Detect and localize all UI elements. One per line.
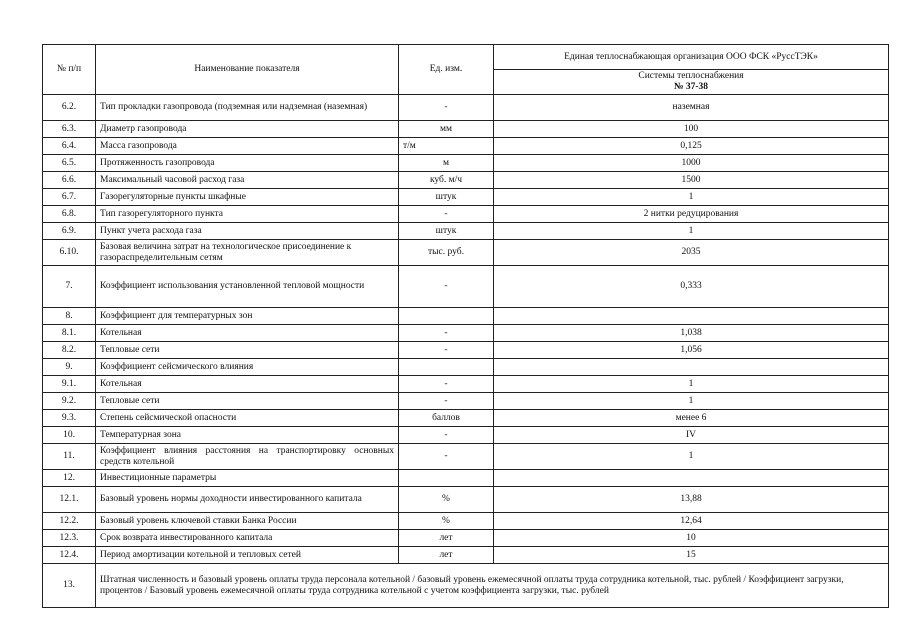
indicator-name: Инвестиционные параметры (96, 470, 399, 487)
indicator-unit: - (399, 266, 494, 308)
row-number: 8.2. (43, 342, 96, 359)
table-row (43, 121, 889, 138)
indicator-name: Тип прокладки газопровода (подземная или надземная (наземная) (96, 95, 399, 121)
indicator-unit: штук (399, 223, 494, 240)
indicator-unit: лет (399, 530, 494, 547)
indicator-unit (399, 470, 494, 487)
indicator-unit: куб. м/ч (399, 172, 494, 189)
indicator-value: 1,038 (494, 325, 889, 342)
row-number: 11. (43, 444, 96, 470)
table-row (43, 206, 889, 223)
row-number: 12.1. (43, 487, 96, 513)
row-number: 9.2. (43, 393, 96, 410)
row-number: 6.4. (43, 138, 96, 155)
table-row (43, 172, 889, 189)
indicator-unit: лет (399, 547, 494, 564)
row-number: 6.5. (43, 155, 96, 172)
row-number: 12.3. (43, 530, 96, 547)
table-row (43, 547, 889, 564)
indicator-unit: штук (399, 189, 494, 206)
row-number: 6.3. (43, 121, 96, 138)
indicator-value: 0,333 (494, 266, 889, 308)
row-number: 6.9. (43, 223, 96, 240)
indicator-name: Тепловые сети (96, 393, 399, 410)
indicator-value: 10 (494, 530, 889, 547)
row-number: 6.7. (43, 189, 96, 206)
indicator-unit: т/м (399, 138, 494, 155)
table-row (43, 95, 889, 121)
indicator-value: 13,88 (494, 487, 889, 513)
table-row (43, 240, 889, 266)
indicator-name: Коэффициент сейсмического влияния (96, 359, 399, 376)
table-row (43, 393, 889, 410)
table-row (43, 444, 889, 470)
table-row (43, 427, 889, 444)
indicator-value: менее 6 (494, 410, 889, 427)
table-row (43, 325, 889, 342)
row-number: 8. (43, 308, 96, 325)
indicator-name: Коэффициент использования установленной тепловой мощности (96, 266, 399, 308)
table-row (43, 266, 889, 308)
indicator-unit: - (399, 342, 494, 359)
staffing-parameters-heading: Штатная численность и базовый уровень оплаты труда персонала котельной / базовый уровень ежемесячной оплаты труда сотрудника котельной, тыс. рублей / Коэффициент загрузки, процентов / Базовый уровень ежемесячной оплаты труда сотрудника котельной с учетом коэффициента загрузки, тыс. рублей (96, 564, 889, 608)
indicator-value: 1500 (494, 172, 889, 189)
row-number: 13. (43, 564, 96, 608)
indicator-value: наземная (494, 95, 889, 121)
header-systems-label: Системы теплоснабжения (638, 71, 744, 81)
indicator-unit: - (399, 376, 494, 393)
indicator-unit: мм (399, 121, 494, 138)
indicator-name: Срок возврата инвестированного капитала (96, 530, 399, 547)
indicator-unit: м (399, 155, 494, 172)
indicator-value: 2 нитки редуцирования (494, 206, 889, 223)
indicator-value: 1 (494, 189, 889, 206)
row-number: 6.2. (43, 95, 96, 121)
row-number: 12.4. (43, 547, 96, 564)
table-row (43, 470, 889, 487)
indicator-value: IV (494, 427, 889, 444)
indicator-unit: - (399, 325, 494, 342)
indicator-unit: - (399, 427, 494, 444)
indicators-table (42, 44, 889, 608)
table-body (43, 95, 889, 608)
row-number: 6.10. (43, 240, 96, 266)
indicator-name: Газорегуляторные пункты шкафные (96, 189, 399, 206)
table-row (43, 359, 889, 376)
indicator-name: Период амортизации котельной и тепловых сетей (96, 547, 399, 564)
table-row (43, 410, 889, 427)
table-row (43, 487, 889, 513)
table-row (43, 513, 889, 530)
indicator-value (494, 470, 889, 487)
indicator-unit: баллов (399, 410, 494, 427)
row-number: 12. (43, 470, 96, 487)
table-row (43, 342, 889, 359)
header-col-name: Наименование показателя (96, 45, 399, 95)
indicator-value: 100 (494, 121, 889, 138)
indicator-name: Базовый уровень нормы доходности инвестированного капитала (96, 487, 399, 513)
indicator-value: 12,64 (494, 513, 889, 530)
table-row (43, 189, 889, 206)
indicator-value: 1 (494, 393, 889, 410)
indicator-name: Коэффициент влияния расстояния на транспортировку основных средств котельной (96, 444, 399, 470)
row-number: 12.2. (43, 513, 96, 530)
indicator-name: Степень сейсмической опасности (96, 410, 399, 427)
indicator-value (494, 308, 889, 325)
table-row (43, 138, 889, 155)
indicator-unit: - (399, 393, 494, 410)
table-row (43, 223, 889, 240)
indicator-name: Температурная зона (96, 427, 399, 444)
indicator-name: Котельная (96, 376, 399, 393)
indicator-unit (399, 359, 494, 376)
indicator-unit: % (399, 513, 494, 530)
row-number: 7. (43, 266, 96, 308)
indicator-unit: - (399, 95, 494, 121)
indicator-value: 1 (494, 444, 889, 470)
indicator-unit (399, 308, 494, 325)
indicator-name: Тепловые сети (96, 342, 399, 359)
header-col-num: № п/п (43, 45, 96, 95)
header-col-unit: Ед. изм. (399, 45, 494, 95)
row-number: 9.1. (43, 376, 96, 393)
indicator-value: 1000 (494, 155, 889, 172)
row-number: 6.6. (43, 172, 96, 189)
row-number: 6.8. (43, 206, 96, 223)
indicator-value: 1 (494, 223, 889, 240)
indicator-value: 15 (494, 547, 889, 564)
table-row (43, 564, 889, 608)
indicator-name: Тип газорегуляторного пункта (96, 206, 399, 223)
indicator-name: Базовый уровень ключевой ставки Банка России (96, 513, 399, 530)
table-row (43, 155, 889, 172)
indicator-unit: % (399, 487, 494, 513)
indicator-unit: - (399, 444, 494, 470)
indicator-unit: тыс. руб. (399, 240, 494, 266)
indicator-name: Коэффициент для температурных зон (96, 308, 399, 325)
table-row (43, 308, 889, 325)
indicator-name: Диаметр газопровода (96, 121, 399, 138)
indicator-value: 0,125 (494, 138, 889, 155)
indicator-name: Протяженность газопровода (96, 155, 399, 172)
row-number: 10. (43, 427, 96, 444)
header-org: Единая теплоснабжающая организация ООО ФСК «РуссТЭК» (494, 45, 889, 70)
row-number: 9.3. (43, 410, 96, 427)
indicator-name: Максимальный часовой расход газа (96, 172, 399, 189)
row-number: 9. (43, 359, 96, 376)
table-row (43, 530, 889, 547)
indicator-name: Базовая величина затрат на технологическое присоединение к газораспределительным сетям (96, 240, 399, 266)
indicator-name: Пункт учета расхода газа (96, 223, 399, 240)
indicator-value: 1 (494, 376, 889, 393)
header-systems-number: № 37-38 (673, 82, 709, 92)
indicator-name: Масса газопровода (96, 138, 399, 155)
indicator-name: Котельная (96, 325, 399, 342)
indicator-unit: - (399, 206, 494, 223)
table-row (43, 376, 889, 393)
indicator-value: 1,056 (494, 342, 889, 359)
indicator-value: 2035 (494, 240, 889, 266)
indicator-value (494, 359, 889, 376)
row-number: 8.1. (43, 325, 96, 342)
header-systems (494, 70, 889, 95)
